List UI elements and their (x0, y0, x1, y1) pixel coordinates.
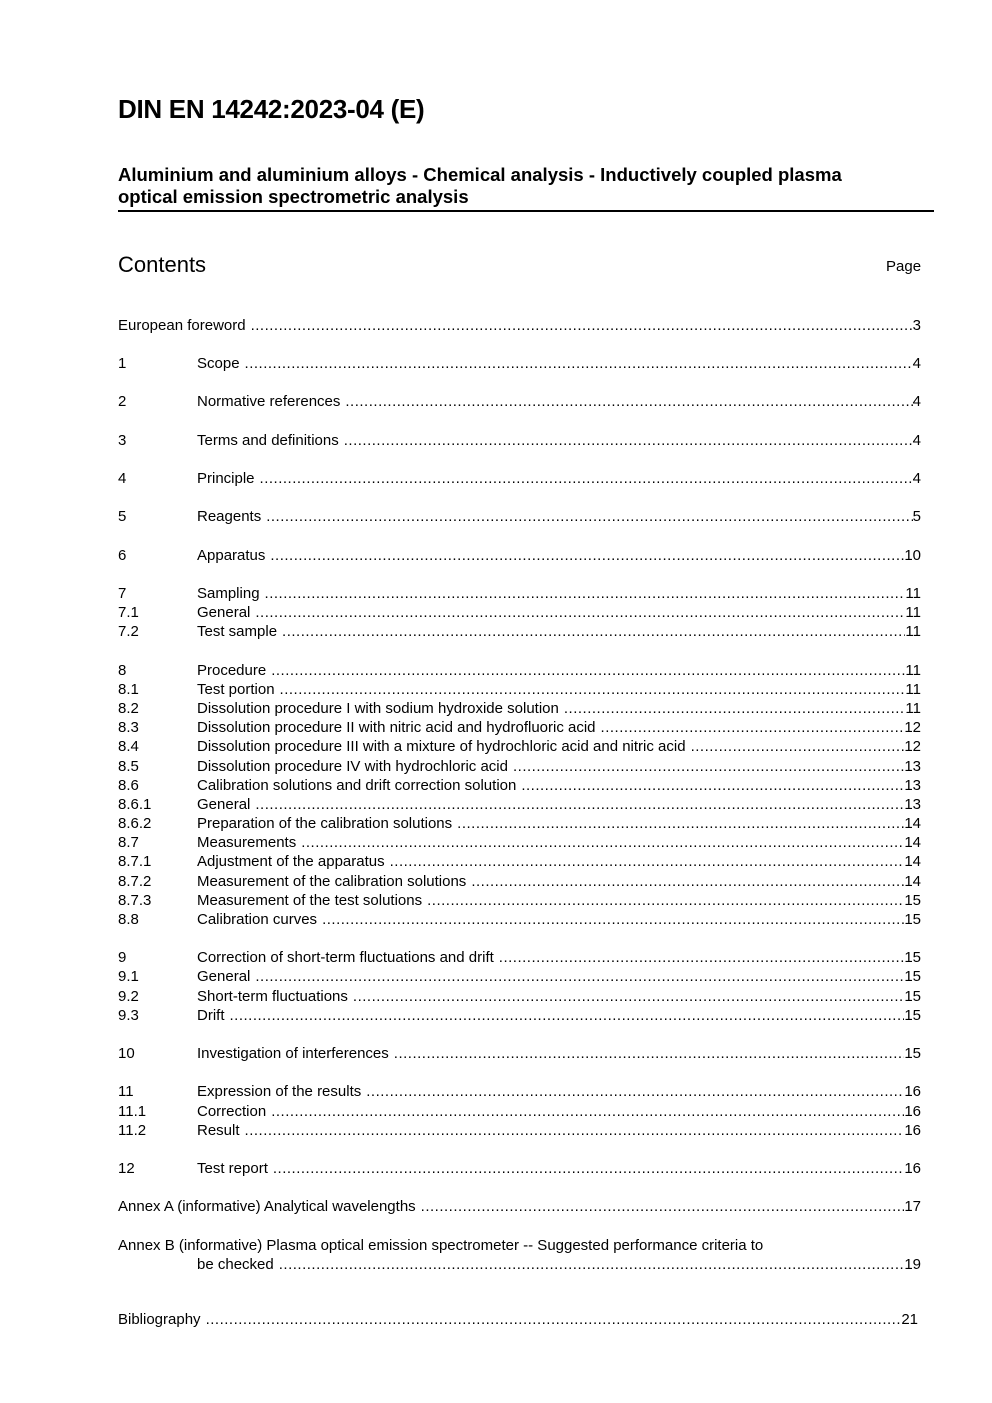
toc-entry-number: 8.7.2 (118, 873, 152, 890)
toc-entry-page: 4 (912, 355, 921, 372)
toc-entry-line (197, 948, 921, 967)
toc-entry-title: General (197, 796, 251, 813)
toc-entry-number: 2 (118, 393, 127, 410)
toc-dot-leader (271, 1102, 904, 1121)
toc-entry-page: 11 (905, 585, 921, 602)
toc-entry-title: Preparation of the calibration solutions (197, 815, 453, 832)
toc-entry-title: Investigation of interferences (197, 1045, 389, 1062)
contents-heading: Contents (118, 252, 207, 277)
toc-entry-number: 7.2 (118, 623, 139, 640)
toc-entry-page: 4 (912, 470, 921, 487)
toc-dot-leader (513, 757, 904, 776)
toc-entry[interactable] (118, 469, 921, 488)
toc-entry-title: Terms and definitions (197, 432, 339, 449)
toc-dot-leader (279, 1255, 905, 1274)
toc-entry-line (197, 795, 921, 814)
toc-entry-title: Principle (197, 470, 255, 487)
toc-entry-page: 13 (904, 758, 921, 775)
toc-entry-page: 11 (905, 681, 921, 698)
toc-entry[interactable] (118, 603, 921, 622)
toc-entry-line (197, 833, 921, 852)
toc-dot-leader (301, 833, 904, 852)
toc-entry-page: 16 (904, 1103, 921, 1120)
toc-entry[interactable] (118, 987, 921, 1006)
toc-entry-page: 15 (904, 892, 921, 909)
toc-entry-page: 14 (904, 815, 921, 832)
toc-dot-leader (273, 1159, 904, 1178)
toc-entry-line (197, 967, 921, 986)
toc-entry[interactable] (118, 1197, 921, 1216)
toc-entry-title-continuation: be checked (197, 1256, 274, 1273)
toc-dot-leader (344, 431, 913, 450)
toc-entry-number: 8.3 (118, 719, 139, 736)
toc-entry-line (197, 469, 921, 488)
toc-entry-line (197, 814, 921, 833)
toc-entry-line (197, 699, 921, 718)
toc-entry-page: 15 (904, 968, 921, 985)
toc-entry-page: 4 (912, 432, 921, 449)
toc-dot-leader (206, 1310, 902, 1329)
toc-entry-page: 14 (904, 853, 921, 870)
toc-entry-line (197, 852, 921, 871)
toc-entry[interactable] (118, 967, 921, 986)
toc-entry-page: 13 (904, 796, 921, 813)
toc-dot-leader (345, 392, 912, 411)
toc-entry-number: 10 (118, 1045, 135, 1062)
toc-entry[interactable] (118, 507, 921, 526)
toc-entry-title: Dissolution procedure III with a mixture of hydrochloric acid and nitric acid (197, 738, 686, 755)
toc-entry-number: 8.5 (118, 758, 139, 775)
toc-entry-line (118, 1310, 918, 1329)
toc-entry[interactable] (118, 1006, 921, 1025)
toc-entry-line (197, 354, 921, 373)
toc-entry[interactable] (118, 622, 921, 641)
toc-entry-page: 15 (904, 949, 921, 966)
toc-entry-title: Calibration curves (197, 911, 318, 928)
document-title-line-2: optical emission spectrometric analysis (118, 186, 469, 207)
toc-entry-line (197, 680, 921, 699)
toc-entry-title: General (197, 968, 251, 985)
toc-entry[interactable] (118, 852, 921, 871)
toc-dot-leader (282, 622, 905, 641)
toc-entry[interactable] (118, 1159, 921, 1178)
toc-entry-line (197, 1006, 921, 1025)
toc-entry-line (197, 1044, 921, 1063)
toc-dot-leader (427, 891, 904, 910)
toc-entry-line (118, 316, 921, 335)
toc-entry-number: 12 (118, 1160, 135, 1177)
document-title (118, 164, 934, 212)
toc-entry-line (197, 431, 921, 450)
toc-entry-number: 8.2 (118, 700, 139, 717)
toc-entry-line (197, 1121, 921, 1140)
toc-entry-page: 4 (912, 393, 921, 410)
toc-entry[interactable] (118, 546, 921, 565)
toc-entry-title: Measurements (197, 834, 297, 851)
toc-entry-title: Scope (197, 355, 240, 372)
toc-entry-title: Calibration solutions and drift correction solution (197, 777, 517, 794)
toc-entry-title: Correction (197, 1103, 267, 1120)
toc-entry-title: Dissolution procedure I with sodium hydroxide solution (197, 700, 559, 717)
toc-entry[interactable] (118, 431, 921, 450)
toc-entry-page: 16 (904, 1083, 921, 1100)
toc-dot-leader (521, 776, 904, 795)
toc-entry-line (197, 872, 921, 891)
toc-dot-leader (266, 507, 912, 526)
toc-entry-page: 13 (904, 777, 921, 794)
toc-entry-title: Drift (197, 1007, 225, 1024)
toc-entry-number: 1 (118, 355, 127, 372)
document-id: DIN EN 14242:2023-04 (E) (118, 94, 425, 124)
toc-entry-page: 11 (905, 662, 921, 679)
toc-entry[interactable] (118, 814, 921, 833)
toc-entry[interactable] (118, 699, 921, 718)
toc-entry-title: Result (197, 1122, 240, 1139)
toc-entry-page: 11 (905, 604, 921, 621)
toc-entry-number: 7 (118, 585, 127, 602)
toc-entry-number: 5 (118, 508, 127, 525)
toc-dot-leader (457, 814, 904, 833)
toc-entry-title: European foreword (118, 317, 246, 334)
toc-entry[interactable] (118, 948, 921, 967)
toc-entry-line (197, 1102, 921, 1121)
toc-entry-line (197, 603, 921, 622)
toc-entry-number: 8.4 (118, 738, 139, 755)
toc-entry-page: 12 (904, 738, 921, 755)
toc-entry-page: 16 (904, 1160, 921, 1177)
toc-entry-title: Dissolution procedure IV with hydrochloric acid (197, 758, 508, 775)
toc-dot-leader (394, 1044, 905, 1063)
toc-dot-leader (322, 910, 904, 929)
toc-entry-page: 17 (904, 1198, 921, 1215)
toc-entry-line (197, 776, 921, 795)
toc-entry-title: Annex A (informative) Analytical wavelengths (118, 1198, 416, 1215)
document-title-line-1: Aluminium and aluminium alloys - Chemical analysis - Inductively coupled plasma (118, 164, 842, 185)
toc-entry-line (197, 910, 921, 929)
toc-entry[interactable] (118, 1121, 921, 1140)
toc-entry-title: Apparatus (197, 547, 266, 564)
page-column-heading: Page (886, 258, 922, 275)
toc-entry-title: Measurement of the calibration solutions (197, 873, 467, 890)
toc-entry-title: Procedure (197, 662, 267, 679)
toc-entry-line (197, 1082, 921, 1101)
toc-dot-leader (366, 1082, 904, 1101)
toc-entry-title: Bibliography (118, 1311, 201, 1328)
toc-dot-leader (390, 852, 905, 871)
toc-entry-number: 9.3 (118, 1007, 139, 1024)
toc-entry-title: Expression of the results (197, 1083, 362, 1100)
toc-entry[interactable] (118, 584, 921, 603)
toc-dot-leader (271, 661, 905, 680)
toc-entry[interactable] (118, 795, 921, 814)
toc-entry-number: 4 (118, 470, 127, 487)
toc-entry-number: 7.1 (118, 604, 139, 621)
toc-entry-page: 14 (904, 873, 921, 890)
toc-entry-number: 8.1 (118, 681, 139, 698)
toc-entry-page: 5 (912, 508, 921, 525)
toc-entry-title: General (197, 604, 251, 621)
toc-entry-number: 8.7.1 (118, 853, 152, 870)
toc-entry[interactable] (118, 872, 921, 891)
toc-entry-line (197, 1159, 921, 1178)
toc-entry-page: 10 (904, 547, 921, 564)
toc-entry[interactable] (118, 1082, 921, 1101)
toc-entry-page: 15 (904, 988, 921, 1005)
toc-entry-line (197, 392, 921, 411)
toc-entry-line (197, 891, 921, 910)
toc-dot-leader (265, 584, 906, 603)
toc-entry-number: 11 (118, 1083, 134, 1100)
toc-entry[interactable] (118, 1102, 921, 1121)
toc-entry-line (118, 1197, 921, 1216)
toc-entry-line (197, 1255, 921, 1274)
toc-entry[interactable] (118, 757, 921, 776)
toc-entry-title: Measurement of the test solutions (197, 892, 423, 909)
toc-entry-title: Normative references (197, 393, 341, 410)
toc-entry-line (118, 1236, 921, 1255)
toc-entry-page: 15 (904, 1045, 921, 1062)
toc-dot-leader (280, 680, 906, 699)
toc-dot-leader (255, 795, 904, 814)
toc-entry-page: 19 (904, 1256, 921, 1273)
toc-entry[interactable] (118, 718, 921, 737)
toc-entry-title: Adjustment of the apparatus (197, 853, 385, 870)
toc-dot-leader (255, 967, 904, 986)
toc-entry-title: Dissolution procedure II with nitric acid and hydrofluoric acid (197, 719, 596, 736)
toc-dot-leader (691, 737, 905, 756)
toc-dot-leader (270, 546, 904, 565)
toc-entry-page: 15 (904, 911, 921, 928)
toc-entry-number: 8.7.3 (118, 892, 152, 909)
toc-entry[interactable] (118, 316, 921, 335)
toc-entry-number: 8.6.1 (118, 796, 152, 813)
toc-entry-line (197, 737, 921, 756)
toc-entry-title: Test portion (197, 681, 275, 698)
toc-entry-line (197, 757, 921, 776)
toc-entry-page: 12 (904, 719, 921, 736)
toc-entry-title: Short-term fluctuations (197, 988, 348, 1005)
toc-entry-line (197, 661, 921, 680)
toc-entry[interactable] (118, 354, 921, 373)
toc-dot-leader (564, 699, 906, 718)
toc-entry-title: Test report (197, 1160, 268, 1177)
toc-entry-number: 8.7 (118, 834, 139, 851)
toc-entry-line (197, 584, 921, 603)
toc-entry-number: 11.1 (118, 1103, 147, 1120)
toc-entry[interactable] (118, 392, 921, 411)
toc-entry-number: 9 (118, 949, 127, 966)
toc-dot-leader (251, 316, 913, 335)
toc-dot-leader (245, 1121, 905, 1140)
toc-entry-title: Test sample (197, 623, 278, 640)
toc-entry[interactable] (118, 910, 921, 929)
toc-entry-number: 8.6.2 (118, 815, 152, 832)
toc-dot-leader (499, 948, 905, 967)
toc-entry[interactable] (118, 1044, 921, 1063)
toc-entry[interactable] (118, 891, 921, 910)
toc-entry-page: 3 (912, 317, 921, 334)
toc-entry[interactable] (118, 776, 921, 795)
toc-entry-number: 9.2 (118, 988, 139, 1005)
toc-entry[interactable] (118, 661, 921, 680)
toc-entry[interactable] (118, 680, 921, 699)
toc-entry-page: 21 (901, 1311, 918, 1328)
toc-entry-number: 8.8 (118, 911, 139, 928)
toc-dot-leader (255, 603, 905, 622)
toc-dot-leader (601, 718, 905, 737)
toc-entry-number: 11.2 (118, 1122, 147, 1139)
toc-dot-leader (260, 469, 913, 488)
toc-dot-leader (353, 987, 904, 1006)
toc-dot-leader (421, 1197, 905, 1216)
toc-dot-leader (471, 872, 904, 891)
toc-entry-page: 16 (904, 1122, 921, 1139)
toc-entry-title: Reagents (197, 508, 262, 525)
toc-entry-page: 11 (905, 700, 921, 717)
toc-entry-title: Sampling (197, 585, 260, 602)
toc-entry-title: Annex B (informative) Plasma optical emission spectrometer -- Suggested performance criteria to (118, 1237, 764, 1254)
toc-entry-page: 14 (904, 834, 921, 851)
toc-entry-page: 11 (905, 623, 921, 640)
toc-entry-number: 9.1 (118, 968, 139, 985)
toc-entry-page: 15 (904, 1007, 921, 1024)
toc-dot-leader (245, 354, 913, 373)
toc-entry[interactable] (118, 1310, 918, 1329)
toc-entry-continuation[interactable] (118, 1255, 921, 1274)
toc-dot-leader (230, 1006, 905, 1025)
toc-entry-line (197, 546, 921, 565)
toc-entry-line (197, 718, 921, 737)
toc-entry-line (197, 622, 921, 641)
toc-entry[interactable] (118, 1236, 921, 1255)
toc-entry-number: 8.6 (118, 777, 139, 794)
toc-entry[interactable] (118, 737, 921, 756)
toc-entry-number: 6 (118, 547, 127, 564)
toc-entry-title: Correction of short-term fluctuations and drift (197, 949, 494, 966)
toc-entry-line (197, 987, 921, 1006)
toc-entry-number: 8 (118, 662, 127, 679)
toc-entry-number: 3 (118, 432, 127, 449)
toc-entry-line (197, 507, 921, 526)
toc-entry[interactable] (118, 833, 921, 852)
